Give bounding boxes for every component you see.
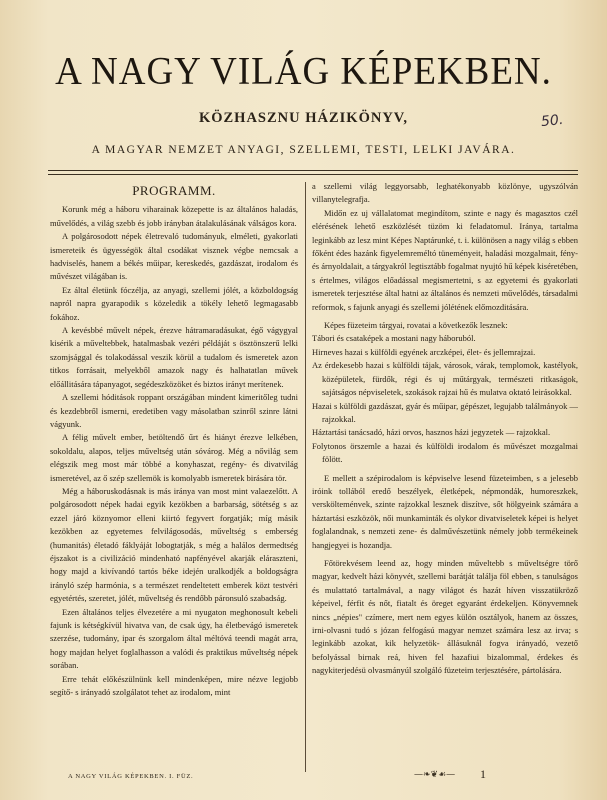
column-divider: [305, 182, 306, 772]
header-divider: [48, 170, 578, 171]
left-column: [50, 184, 298, 764]
section-heading: PROGRAMM.: [132, 184, 216, 198]
paragraph: A félig művelt ember, betöltendő űrt és hiányt érezve lelkében, sokoldalu, alapos, teljes műveltség után sóvárog. Még a nővilág sem elégszik meg most már többé a konyhaszat, regény- és divatvilág ismeretével, az ő szép szellemök is komolyabb ismeretek birására tör.: [50, 432, 298, 483]
paragraph: Erre tehát előkészülnünk kell mindenképen, mire nézve legjobb segítő- s irányadó szolgálatot tehet az irodalom, mint: [50, 673, 298, 698]
right-column: [312, 180, 578, 766]
paragraph: A polgárosodott népek életrevaló tudományuk, elméleti, gyakorlati ismereteik és ügyességök által csodákat visznek végbe nemcsak a hadviselés, hanem a békés műipar, kereskedés, gazdászat, irodalom és művészet világában is.: [50, 231, 298, 282]
paragraph: E mellett a szépirodalom is képviselve lesend füzeteimben, s a jelesebb iróink tollából eredő beszélyek, életképek, népmondák, humoreszkek, verskölteménvek, szinte rajzokkal lesznek diszítve, sőt hölgyeink számára a háztartási eszközök, női munkaminták és olykor divatviseletek képei is helyet foglalandnak, s nemzeti zene- és dalművészetünk némely jobb termékeinek hangjegyei is hozandja.: [312, 472, 578, 550]
list-item: Hirneves hazai s külföldi egyének arczképei, élet- és jellemrajzai.: [312, 346, 536, 357]
page-number: 1: [480, 767, 486, 781]
footer-ornament-icon: —❧❦☙—: [414, 770, 456, 780]
paragraph: Ez által életünk fóczélja, az anyagi, szellemi jólét, a közboldogság napról napra gyarapodik s közeledik a tökély lehető legmagasabb fokához.: [50, 284, 298, 322]
list-item: Folytonos örszemle a hazai és külföldi irodalom és művészet mozgalmai fölött.: [312, 440, 578, 465]
handwritten-note: 50.: [540, 111, 565, 131]
paragraph: Midőn ez uj vállalatomat megindítom, szinte e nagy és magasztos czél elérésének lehető eszközlését tüzöm ki feladatomul. Iránya, tartalma leginkább az lesz mint Képes Naptárunké, t. i. különösen a nagy világ s ebben főként édes hazánk figyelemreméltó tüneményeit, haladási mozgalmait, fény- és árnyoldalait, a tárgyakról legtisztább fogalmat nyujtó hű képek kiséretében, s értelmes, világos előadással megismertetni, s az egyetemi és gyakorlati ismeretek terjesztése által hatni az általános és nemzeti művelődés, társadalmi reformok, s fajunk anyagi és szellemi jólétének előmozditására.: [312, 207, 578, 312]
paragraph: Ezen általános teljes élvezetére a mi nyugaton meghonosult kebeli fajunk is kétségkívül hivatva van, de csak úgy, ha életbevágó ismeretek szerzése, tudomány, ipar és szorgalom által méltóvá teendi magát arra, hogy majdan helyet foglalhasson a valódi és praktikus műveltség népek sorában.: [50, 606, 298, 671]
list-item: Hazai s külföldi gazdászat, gyár és műipar, gépészet, legujabb találmányok — rajzokkal.: [312, 400, 578, 424]
contents-intro: Képes füzeteim tárgyai, rovatai a következők lesznek:: [324, 320, 508, 331]
contents-list: [312, 332, 578, 466]
list-item: Tábori és csataképek a mostani nagy háboruból.: [312, 333, 476, 344]
footer-publication: A NAGY VILÁG KÉPEKBEN. I. FÜZ.: [68, 773, 194, 780]
list-item: Az érdekesebb hazai s külföldi tájak, városok, várak, templomok, kastélyok, középületek, fürdők, régi és uj műtárgyak, természeti ritkaságok, sajátságos népviseletek, szokások rajzai hű és mulatva oktató leirásokkal.: [312, 360, 578, 398]
page-tagline: A MAGYAR NEMZET ANYAGI, SZELLEMI, TESTI, LELKI JAVÁRA.: [91, 144, 516, 156]
page-subtitle: KÖZHASZNU HÁZIKÖNYV,: [198, 110, 409, 126]
list-item: Háztartási tanácsadó, házi orvos, hasznos házi jegyzetek — rajzokkal.: [312, 427, 551, 438]
paragraph: Még a háboruskodásnak is más iránya van most mint valaezelőtt. A polgárosodott népek hadai egyik kezökben a barbarság, sötétség s az ezzel járó köznyomor elleni kiirtó fegyvert forgatják; míg másik kezökben az egyetemes felvilágosodás, műveltség s emberség (humanitás) életadó fáklyáját lobogtatják, s még a halálos dermedtség éjszakot is a civilizáció mindenható napfényével akarják eláraszteni, hogy majd a kivívandó tartós béke idején uralkodjék a boldogságra irányló szép harmónia, s a természet rendeltetett emberek közt testvéri egyetértés, szeretet, jólét, műveltség és rendőbb páronsuló szabadság.: [50, 485, 298, 604]
paragraph: Főtörekvésem leend az, hogy minden műveltebb s műveltségre törő magyar, kedvelt házi könyvét, szellemi barátját találja föl ebben, s tanulságos és mulattató tartalmával, a nagy világot és hazát híven visszatükröző képeivel, férfit és nőt, fiatalt és öreget egyaránt érdekeljen. Könyvemnek nincs „népies" czímere, mert nem egyes külön osztályok, hanem az összes, irni-olvasni tudó s józan felfogású magyar nemzet számára lesz az irva; s leginkább azokat, kik helyzetök- állásuknál fogva irányadó, vezető befolyással birnak reá, hiven fel hazafiui bizalommal, érdekes és nagykiterjedésü olvasmányúl szolgáló füzeteim terjesztésére, pártolására.: [312, 557, 578, 676]
paragraph: A szellemi hóditások roppant országában mindent kimeritőleg tudni és kezdebbről ismerni, eredetiben vagy másolatban szinről szinre látni vágyunk.: [50, 392, 298, 429]
paragraph: Korunk még a háboru viharainak közepette is az általános haladás, művelődés, a világ szebb és jobb irányban átalakulásának válságos kora.: [50, 204, 298, 228]
page-title: A NAGY VILÁG KÉPEKBEN.: [55, 49, 552, 94]
paragraph: a szellemi világ leggyorsabb, leghatékonyabb közlönye, ugyszólván villanytelegrafja.: [312, 181, 578, 205]
paragraph: A kevésbbé művelt népek, érezve hátramaradásukat, égő vágygyal kisérik a műveltebbek, hatalmasbak vezéri példáját s ösztönszerű lelki szomjsággal és tolakodással veszik körül a tudalom és ismeretek azon titkos forrásait, melyekből amazok nagy és halhatatlan művek előállitására tápanyagot, segédeszközöket és biztos irányt merítenek.: [50, 325, 298, 389]
header-divider-thin: [48, 174, 578, 175]
